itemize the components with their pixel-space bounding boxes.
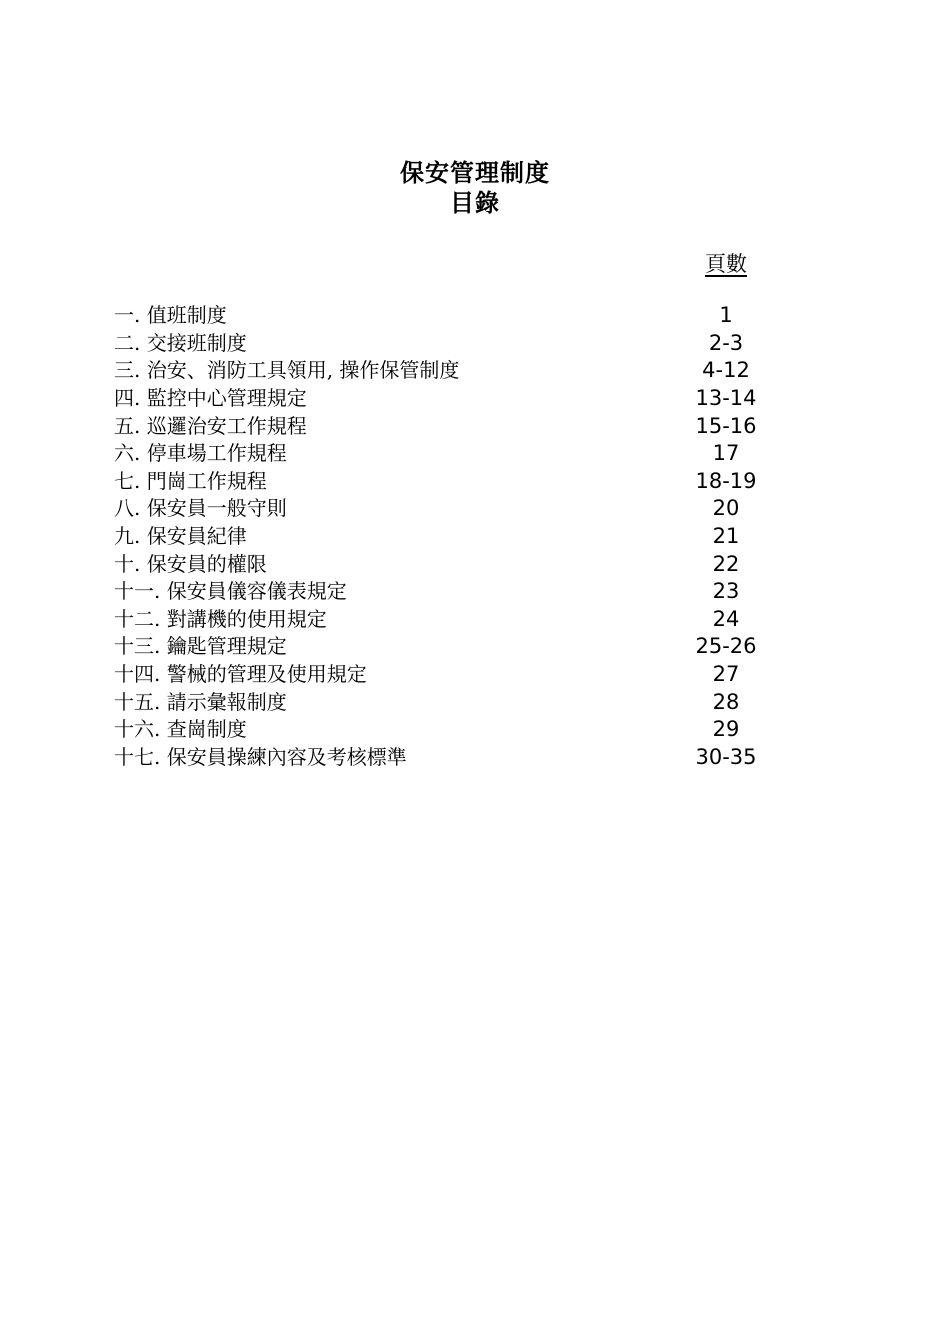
toc-entry <box>114 440 794 468</box>
toc-entry <box>114 578 794 606</box>
toc-entry-page: 2-3 <box>708 330 744 355</box>
toc-entry <box>114 385 794 413</box>
toc-entry-label: 十一. 保安員儀容儀表規定 <box>114 579 347 604</box>
document-title: 保安管理制度 <box>400 159 550 187</box>
toc-entry <box>114 302 794 330</box>
toc-entry <box>114 357 794 385</box>
toc-entry <box>114 716 794 744</box>
toc-entry-page: 24 <box>712 606 740 631</box>
toc-entry-label: 十七. 保安員操練內容及考核標準 <box>114 744 407 769</box>
toc-entry-page: 20 <box>712 496 740 521</box>
toc-entry <box>114 633 794 661</box>
toc-entry-label: 五. 巡邏治安工作規程 <box>114 413 307 438</box>
toc-entry-page: 17 <box>712 441 740 466</box>
toc-entry-page: 13-14 <box>695 386 757 411</box>
toc-entry-page: 22 <box>712 551 740 576</box>
toc-entry-label: 六. 停車場工作規程 <box>114 441 287 466</box>
toc-entry-page: 18-19 <box>695 468 757 493</box>
toc-entry-page: 1 <box>719 303 733 328</box>
toc-entry-label: 二. 交接班制度 <box>114 330 247 355</box>
toc-entry <box>114 495 794 523</box>
toc-entry-label: 十三. 鑰匙管理規定 <box>114 634 287 659</box>
toc-entry <box>114 606 794 634</box>
toc-entry-label: 一. 值班制度 <box>114 303 227 328</box>
toc-entry-page: 21 <box>712 524 740 549</box>
toc-entry-page: 25-26 <box>695 634 757 659</box>
toc-entry-label: 三. 治安、消防工具領用, 操作保管制度 <box>114 358 460 383</box>
toc-entry <box>114 412 794 440</box>
toc-entry <box>114 550 794 578</box>
toc-entry-label: 十二. 對講機的使用規定 <box>114 606 327 631</box>
toc-entry-label: 十五. 請示彙報制度 <box>114 689 287 714</box>
toc-entry-page: 27 <box>712 662 740 687</box>
title-block <box>0 158 950 218</box>
toc-entry <box>114 330 794 358</box>
toc-entry-page: 28 <box>712 689 740 714</box>
toc-entry-page: 23 <box>712 579 740 604</box>
toc-entry-label: 四. 監控中心管理規定 <box>114 386 307 411</box>
toc-entry-page: 29 <box>712 717 740 742</box>
toc-entry <box>114 468 794 496</box>
table-of-contents <box>114 302 794 771</box>
toc-entry-label: 十四. 警械的管理及使用規定 <box>114 662 367 687</box>
toc-entry <box>114 523 794 551</box>
toc-entry <box>114 744 794 772</box>
toc-entry-label: 八. 保安員一般守則 <box>114 496 287 521</box>
toc-entry-label: 七. 門崗工作規程 <box>114 468 267 493</box>
toc-entry-label: 十六. 查崗制度 <box>114 717 247 742</box>
toc-entry-page: 15-16 <box>695 413 757 438</box>
toc-entry <box>114 661 794 689</box>
toc-entry-page: 30-35 <box>695 744 757 769</box>
document-subtitle: 目錄 <box>450 189 500 217</box>
toc-entry-label: 九. 保安員紀律 <box>114 524 247 549</box>
pages-column-header: 頁數 <box>705 252 747 276</box>
toc-entry-page: 4-12 <box>702 358 750 383</box>
toc-entry <box>114 688 794 716</box>
toc-entry-label: 十. 保安員的權限 <box>114 551 267 576</box>
